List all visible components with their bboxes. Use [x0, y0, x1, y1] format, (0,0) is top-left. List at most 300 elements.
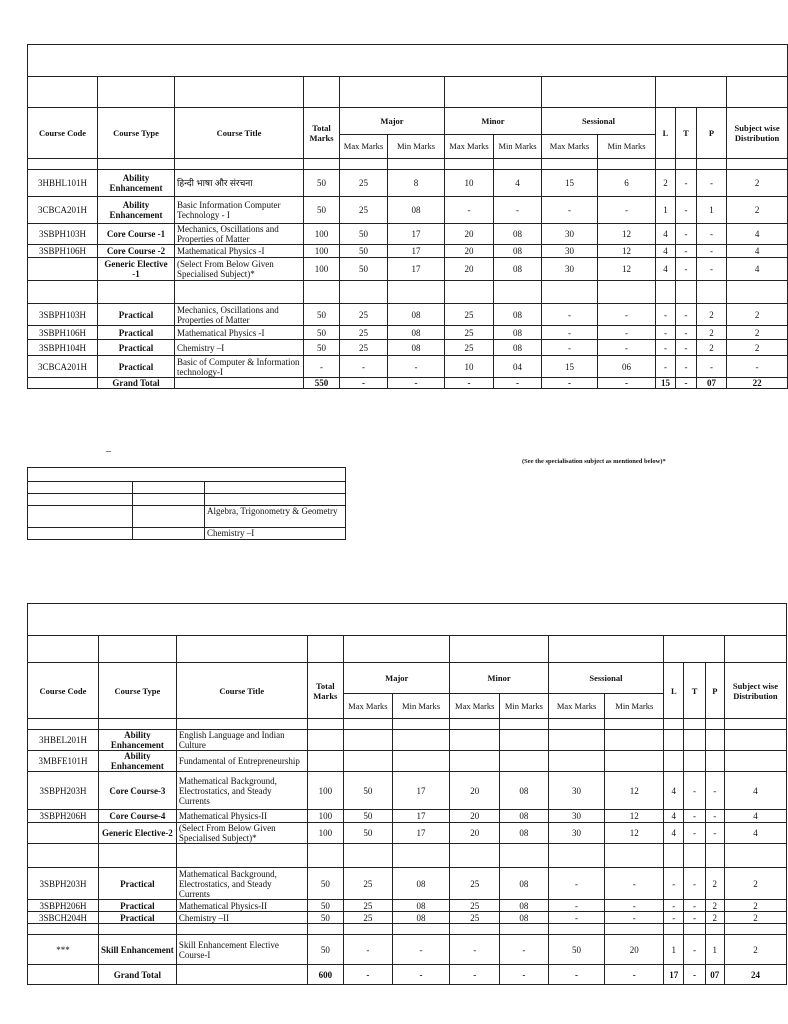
- header-major: Major: [344, 663, 450, 694]
- course-title: Basic Information Computer Technology - I: [175, 197, 304, 224]
- table-cell: [724, 844, 786, 868]
- header-course-type: Course Type: [98, 108, 175, 159]
- cell-ses-min: -: [605, 912, 664, 924]
- table-cell: [605, 844, 664, 868]
- course-type: Core Course -1: [98, 224, 175, 245]
- grand-total-min-min: -: [494, 378, 542, 389]
- table-cell: [176, 719, 307, 730]
- cell-min-min: 08: [494, 224, 542, 245]
- course-code: 3SBPH206H: [28, 900, 99, 912]
- table-cell: [28, 604, 787, 636]
- grand-total-total: 600: [307, 965, 343, 985]
- cell-min-min: 08: [494, 245, 542, 258]
- cell-dist: 4: [727, 258, 788, 281]
- course-title: Mathematical Background, Electrostatics, and Steady Currents: [176, 772, 307, 810]
- course-type: Practical: [98, 356, 175, 378]
- cell-min-min: 08: [500, 823, 549, 844]
- course-title: Mathematical Physics-II: [176, 900, 307, 912]
- cell-total: 50: [307, 935, 343, 965]
- cell-maj-min: [392, 751, 450, 772]
- cell-ses-max: [548, 730, 605, 751]
- cell-T: -: [676, 170, 697, 197]
- cell-dist: 2: [724, 935, 786, 965]
- table-cell: [656, 281, 676, 304]
- cell-total: 50: [304, 326, 340, 340]
- cell-L: 4: [664, 772, 684, 810]
- table-cell: [304, 281, 340, 304]
- grand-total-total: 550: [304, 378, 340, 389]
- table-cell: [98, 281, 175, 304]
- cell-min-max: 20: [445, 224, 494, 245]
- dash-mark: –: [106, 446, 111, 457]
- cell-dist: 2: [727, 326, 788, 340]
- table-cell: [344, 636, 450, 663]
- table-row: [28, 170, 788, 197]
- course-code: 3SBPH103H: [28, 224, 98, 245]
- header-p: P: [705, 663, 724, 719]
- cell-T: -: [684, 868, 705, 900]
- header-max-marks: Max Marks: [542, 135, 598, 159]
- table-cell: [664, 844, 684, 868]
- cell-maj-max: -: [344, 935, 393, 965]
- cell-dist: 2: [724, 868, 786, 900]
- header-total-marks: Total Marks: [304, 108, 340, 159]
- cell-T: [684, 751, 705, 772]
- header-sessional: Sessional: [542, 108, 656, 135]
- cell-dist: 2: [727, 340, 788, 356]
- table-row: [28, 482, 346, 494]
- table-row: [28, 900, 787, 912]
- cell-total: 100: [304, 245, 340, 258]
- table-cell: [304, 77, 340, 108]
- header-t: T: [684, 663, 705, 719]
- cell-min-min: 08: [494, 258, 542, 281]
- cell-maj-min: 17: [388, 224, 445, 245]
- table-row: [28, 965, 787, 985]
- header-min-marks: Min Marks: [494, 135, 542, 159]
- cell-maj-max: [344, 751, 393, 772]
- course-code: 3SBPH206H: [28, 810, 99, 823]
- header-course-title: Course Title: [175, 108, 304, 159]
- cell-P: [705, 730, 724, 751]
- cell-min-max: [450, 730, 500, 751]
- cell-T: -: [676, 258, 697, 281]
- cell-ses-min: 12: [605, 823, 664, 844]
- table-row: [28, 719, 787, 730]
- table-cell: [388, 281, 445, 304]
- table-row: [28, 378, 788, 389]
- table-cell: [542, 77, 656, 108]
- table-cell: [28, 159, 98, 170]
- table-row: [28, 604, 787, 636]
- course-title: Skill Enhancement Elective Course-I: [176, 935, 307, 965]
- header-t: T: [676, 108, 697, 159]
- table-cell: [28, 378, 98, 389]
- table-cell: [28, 482, 133, 494]
- table-cell: [697, 159, 727, 170]
- cell-dist: 4: [727, 224, 788, 245]
- table-row: [28, 868, 787, 900]
- table-cell: [307, 719, 343, 730]
- course-type: Practical: [98, 326, 175, 340]
- table-cell: [542, 281, 598, 304]
- table-row: [28, 224, 788, 245]
- table-row: [28, 45, 788, 77]
- cell-P: [705, 751, 724, 772]
- header-course-code: Course Code: [28, 108, 98, 159]
- table-cell: [388, 159, 445, 170]
- table-cell: [705, 844, 724, 868]
- course-code: [28, 823, 99, 844]
- grand-total-ses-min: -: [605, 965, 664, 985]
- cell-dist: 2: [724, 900, 786, 912]
- course-title: English Language and Indian Culture: [176, 730, 307, 751]
- table-row: [28, 281, 788, 304]
- cell-L: [664, 751, 684, 772]
- cell-T: -: [684, 772, 705, 810]
- course-code: 3CBCA201H: [28, 356, 98, 378]
- cell-T: -: [684, 935, 705, 965]
- cell-P: -: [697, 245, 727, 258]
- course-code: 3HBHL101H: [28, 170, 98, 197]
- specialisation-note: (See the specialisation subject as mentioned below)*: [522, 458, 666, 465]
- cell-ses-max: 30: [548, 823, 605, 844]
- table-cell: [605, 719, 664, 730]
- header-sessional: Sessional: [548, 663, 663, 694]
- table-row: [28, 468, 346, 482]
- header-major: Major: [340, 108, 445, 135]
- cell-min-min: 08: [494, 304, 542, 326]
- cell-min-min: 08: [494, 340, 542, 356]
- table-cell: [98, 924, 176, 935]
- course-type: Practical: [98, 912, 176, 924]
- cell-dist: 2: [727, 304, 788, 326]
- cell-maj-min: 17: [388, 258, 445, 281]
- course-title: Mechanics, Oscillations and Properties of Matter: [175, 304, 304, 326]
- table-cell: [676, 159, 697, 170]
- cell-P: 2: [697, 326, 727, 340]
- cell-L: 4: [656, 245, 676, 258]
- table-cell: [28, 77, 98, 108]
- grand-total-label: Grand Total: [98, 378, 175, 389]
- table-cell: [344, 924, 393, 935]
- header-min-marks: Min Marks: [605, 694, 664, 719]
- cell-min-min: -: [500, 935, 549, 965]
- table-row: [28, 159, 788, 170]
- header-minor: Minor: [445, 108, 542, 135]
- cell-total: 50: [304, 170, 340, 197]
- table-cell: [307, 636, 343, 663]
- cell-T: [684, 730, 705, 751]
- cell-ses-min: 06: [598, 356, 656, 378]
- table-row: [28, 326, 788, 340]
- cell-maj-min: 17: [388, 245, 445, 258]
- cell-maj-min: 8: [388, 170, 445, 197]
- header-min-marks: Min Marks: [392, 694, 450, 719]
- table-cell: [344, 719, 393, 730]
- course-title: (Select From Below Given Specialised Subject)*: [175, 258, 304, 281]
- table-cell: [494, 159, 542, 170]
- cell-total: 50: [307, 900, 343, 912]
- grand-total-T: -: [676, 378, 697, 389]
- grand-total-L: 17: [664, 965, 684, 985]
- table-cell: Chemistry –I: [205, 528, 346, 540]
- course-code: 3SBPH203H: [28, 772, 99, 810]
- cell-P: 2: [705, 868, 724, 900]
- course-title: Mechanics, Oscillations and Properties of Matter: [175, 224, 304, 245]
- cell-ses-min: 12: [598, 258, 656, 281]
- table-cell: [450, 636, 548, 663]
- course-type: Skill Enhancement: [98, 935, 176, 965]
- cell-min-min: [500, 730, 549, 751]
- cell-ses-max: 30: [548, 810, 605, 823]
- cell-L: -: [656, 326, 676, 340]
- cell-maj-max: 25: [344, 868, 393, 900]
- table-cell: [500, 719, 549, 730]
- table-cell: [28, 45, 788, 77]
- cell-min-min: 08: [500, 868, 549, 900]
- table-cell: [340, 159, 388, 170]
- table-cell: [340, 281, 388, 304]
- header-min-marks: Min Marks: [388, 135, 445, 159]
- table-row: [28, 340, 788, 356]
- cell-P: 2: [705, 912, 724, 924]
- header-max-marks: Max Marks: [344, 694, 393, 719]
- table-cell: Algebra, Trigonometry & Geometry: [205, 506, 346, 528]
- table-cell: [133, 506, 205, 528]
- cell-ses-min: 12: [598, 245, 656, 258]
- grand-total-T: -: [684, 965, 705, 985]
- semester-1-table: [27, 44, 788, 389]
- table-cell: [450, 924, 500, 935]
- cell-ses-min: -: [598, 326, 656, 340]
- table-cell: [175, 77, 304, 108]
- semester-2-table: [27, 603, 787, 985]
- grand-total-min-max: -: [445, 378, 494, 389]
- specialisation-table: [27, 467, 346, 540]
- cell-L: -: [664, 868, 684, 900]
- table-cell: [98, 719, 176, 730]
- cell-ses-max: 15: [542, 356, 598, 378]
- cell-dist: 2: [724, 912, 786, 924]
- cell-ses-max: 50: [548, 935, 605, 965]
- cell-min-min: 08: [500, 900, 549, 912]
- table-row: [28, 823, 787, 844]
- course-code: 3SBPH104H: [28, 340, 98, 356]
- cell-maj-min: 08: [392, 900, 450, 912]
- table-cell: [500, 924, 549, 935]
- course-title: Mathematical Physics-II: [176, 810, 307, 823]
- cell-ses-min: -: [598, 340, 656, 356]
- course-type: Generic Elective -1: [98, 258, 175, 281]
- header-max-marks: Max Marks: [450, 694, 500, 719]
- table-cell: [307, 844, 343, 868]
- cell-dist: [724, 751, 786, 772]
- cell-ses-max: 30: [542, 224, 598, 245]
- grand-total-maj-min: -: [388, 378, 445, 389]
- table-row: [28, 356, 788, 378]
- cell-maj-min: -: [388, 356, 445, 378]
- course-type: Core Course-4: [98, 810, 176, 823]
- table-cell: [684, 924, 705, 935]
- cell-T: -: [676, 340, 697, 356]
- table-cell: [176, 965, 307, 985]
- cell-maj-min: 08: [388, 340, 445, 356]
- cell-ses-max: -: [548, 900, 605, 912]
- cell-L: -: [656, 356, 676, 378]
- table-cell: [133, 528, 205, 540]
- table-cell: [176, 924, 307, 935]
- cell-min-max: 20: [445, 245, 494, 258]
- cell-P: -: [705, 772, 724, 810]
- table-cell: [598, 159, 656, 170]
- grand-total-maj-min: -: [392, 965, 450, 985]
- cell-maj-min: -: [392, 935, 450, 965]
- cell-maj-min: 08: [388, 304, 445, 326]
- course-code: 3MBFE101H: [28, 751, 99, 772]
- cell-T: -: [684, 900, 705, 912]
- cell-T: -: [676, 197, 697, 224]
- grand-total-maj-max: -: [340, 378, 388, 389]
- cell-total: 50: [304, 304, 340, 326]
- cell-maj-min: 17: [392, 810, 450, 823]
- cell-ses-min: -: [598, 197, 656, 224]
- grand-total-label: Grand Total: [98, 965, 176, 985]
- cell-maj-max: [344, 730, 393, 751]
- cell-maj-max: 25: [344, 912, 393, 924]
- cell-maj-max: -: [340, 356, 388, 378]
- cell-P: -: [705, 823, 724, 844]
- cell-min-max: 25: [450, 868, 500, 900]
- cell-total: -: [304, 356, 340, 378]
- cell-T: -: [676, 326, 697, 340]
- table-cell: [656, 77, 727, 108]
- course-type: Ability Enhancement: [98, 730, 176, 751]
- table-row: [28, 506, 346, 528]
- table-row: [28, 108, 788, 135]
- table-cell: [676, 281, 697, 304]
- table-cell: [98, 159, 175, 170]
- table-row: [28, 810, 787, 823]
- grand-total-dist: 22: [727, 378, 788, 389]
- cell-T: -: [676, 304, 697, 326]
- table-row: [28, 245, 788, 258]
- header-minor: Minor: [450, 663, 548, 694]
- table-cell: [28, 636, 99, 663]
- header-course-code: Course Code: [28, 663, 99, 719]
- cell-min-min: 08: [500, 772, 549, 810]
- cell-P: -: [697, 258, 727, 281]
- course-title: Basic of Computer & Information technology-I: [175, 356, 304, 378]
- table-cell: [28, 965, 99, 985]
- cell-ses-min: 12: [605, 772, 664, 810]
- cell-ses-min: 12: [605, 810, 664, 823]
- table-cell: [548, 636, 663, 663]
- table-cell: [724, 719, 786, 730]
- table-cell: [205, 482, 346, 494]
- cell-maj-max: 25: [340, 170, 388, 197]
- cell-dist: 4: [724, 772, 786, 810]
- course-title: Mathematical Physics -I: [175, 245, 304, 258]
- cell-min-max: 25: [445, 304, 494, 326]
- cell-P: -: [697, 356, 727, 378]
- table-cell: [664, 924, 684, 935]
- grand-total-P: 07: [705, 965, 724, 985]
- grand-total-P: 07: [697, 378, 727, 389]
- cell-P: 2: [697, 304, 727, 326]
- grand-total-ses-max: -: [548, 965, 605, 985]
- table-cell: [727, 159, 788, 170]
- cell-min-min: [500, 751, 549, 772]
- cell-min-min: 08: [500, 912, 549, 924]
- cell-maj-max: 25: [340, 326, 388, 340]
- cell-min-min: 4: [494, 170, 542, 197]
- header-subject-distribution: Subject wise Distribution: [724, 663, 786, 719]
- table-cell: [500, 844, 549, 868]
- course-title: Fundamental of Entrepreneurship: [176, 751, 307, 772]
- table-cell: [28, 528, 133, 540]
- table-cell: [542, 159, 598, 170]
- header-max-marks: Max Marks: [340, 135, 388, 159]
- table-cell: [392, 719, 450, 730]
- table-row: [28, 258, 788, 281]
- table-row: [28, 494, 346, 506]
- table-cell: [445, 77, 542, 108]
- cell-ses-min: 20: [605, 935, 664, 965]
- cell-L: 4: [664, 810, 684, 823]
- cell-ses-max: -: [548, 912, 605, 924]
- grand-total-ses-min: -: [598, 378, 656, 389]
- table-cell: [28, 924, 99, 935]
- header-course-title: Course Title: [176, 663, 307, 719]
- cell-min-max: -: [445, 197, 494, 224]
- table-cell: [28, 281, 98, 304]
- cell-dist: 4: [727, 245, 788, 258]
- course-type: Practical: [98, 900, 176, 912]
- header-course-type: Course Type: [98, 663, 176, 719]
- table-cell: [98, 844, 176, 868]
- course-type: Practical: [98, 304, 175, 326]
- table-cell: [98, 636, 176, 663]
- table-row: [28, 304, 788, 326]
- cell-L: 4: [656, 224, 676, 245]
- cell-ses-max: 30: [542, 258, 598, 281]
- course-code: 3SBPH203H: [28, 868, 99, 900]
- course-type: Ability Enhancement: [98, 197, 175, 224]
- table-cell: [727, 77, 788, 108]
- cell-T: -: [676, 224, 697, 245]
- cell-L: 1: [664, 935, 684, 965]
- cell-maj-max: 50: [340, 258, 388, 281]
- table-row: [28, 924, 787, 935]
- cell-total: 50: [307, 868, 343, 900]
- header-p: P: [697, 108, 727, 159]
- cell-T: -: [676, 245, 697, 258]
- cell-L: -: [664, 900, 684, 912]
- table-cell: [548, 844, 605, 868]
- cell-maj-min: 08: [388, 197, 445, 224]
- cell-total: 100: [307, 772, 343, 810]
- cell-min-max: -: [450, 935, 500, 965]
- table-cell: [28, 468, 346, 482]
- grand-total-ses-max: -: [542, 378, 598, 389]
- table-cell: [697, 281, 727, 304]
- cell-ses-min: -: [605, 900, 664, 912]
- cell-min-max: 20: [450, 823, 500, 844]
- course-code: 3SBPH103H: [28, 304, 98, 326]
- table-cell: [28, 494, 133, 506]
- course-title: हिन्दी भाषा और संरचना: [175, 170, 304, 197]
